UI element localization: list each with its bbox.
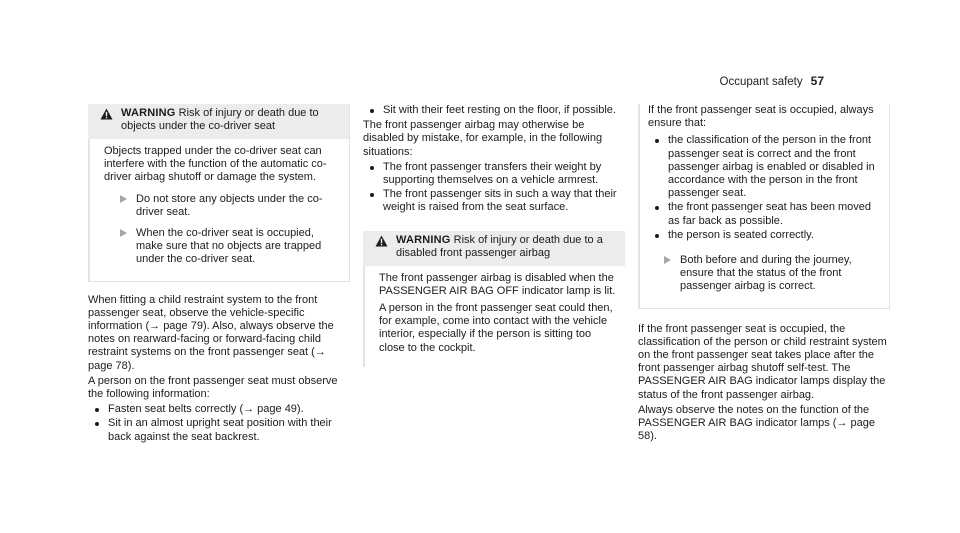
column-2: [363, 104, 625, 367]
warning-header: [363, 231, 625, 266]
warning-body: [88, 139, 349, 281]
page-number: 57: [810, 74, 824, 88]
list-item: Sit with their feet resting on the floor, if possible.: [363, 104, 625, 117]
list-item: the front passenger seat has been moved as far back as possible.: [648, 201, 881, 227]
warning-box-objects: [88, 104, 350, 282]
notice-box: [638, 104, 890, 309]
instruction-step: [104, 227, 341, 267]
list-item: the person is seated correctly.: [648, 229, 881, 242]
arrow-right-icon: [664, 256, 671, 264]
paragraph: Always observe the notes on the function of the PASSENGER AIR BAG indicator lamps (→ page 58).: [638, 403, 875, 443]
list-item: Fasten seat belts correctly (→ page 49).: [88, 403, 350, 416]
arrow-right-icon: [120, 195, 127, 203]
instruction-step: [648, 254, 881, 294]
warning-label: WARNING: [121, 107, 176, 119]
notice-intro: If the front passenger seat is occupied, always ensure that:: [648, 104, 874, 130]
warning-body: [363, 266, 625, 367]
paragraph: The front passenger airbag may otherwise be disabled by mistake, for example, in the following situations:: [363, 119, 603, 158]
warning-text: The front passenger airbag is disabled when the PASSENGER AIR BAG OFF indicator lamp is lit.: [379, 271, 616, 297]
warning-text: A person in the front passenger seat could then, for example, come into contact with the vehicle interior, especially if the person is sitting too close to the cockpit.: [379, 302, 613, 354]
step-text: When the co-driver seat is occupied, make sure that no objects are trapped under the co-driver seat.: [136, 227, 322, 266]
notice-body: [638, 104, 889, 308]
warning-header: [88, 104, 349, 139]
paragraph: A person on the front passenger seat must observe the following information:: [88, 374, 338, 401]
warning-triangle-icon: [100, 108, 113, 120]
list-item: the classification of the person in the front passenger seat is correct and the front passenger airbag is enabled or disabled in accordance with the person in the front passenger seat.: [648, 134, 881, 200]
arrow-right-icon: [120, 229, 127, 237]
bullet-list: [363, 161, 625, 215]
paragraph: When fitting a child restraint system to the front passenger seat, observe the vehicle-specific information (→ page 79). Also, always observe the notes on rearward-facing or forward-facing child restraint systems on the front passenger seat (→ page 78).: [88, 293, 334, 372]
bullet-list: [648, 134, 881, 242]
warning-text: Objects trapped under the co-driver seat can interfere with the function of the automatic co-driver airbag shutoff or damage the system.: [104, 145, 327, 184]
bullet-list: [88, 403, 350, 444]
step-text: Both before and during the journey, ensure that the status of the front passenger airbag is correct.: [680, 254, 852, 293]
warning-label: WARNING: [396, 233, 451, 246]
list-item: The front passenger transfers their weight by supporting themselves on a vehicle armrest.: [363, 161, 625, 187]
warning-title: Risk of injury or death due to objects under the co-driver seat: [121, 107, 319, 133]
warning-title: Risk of injury or death due to a disabled front passenger airbag: [396, 233, 603, 259]
list-item: The front passenger sits in such a way that their weight is raised from the seat surface.: [363, 188, 625, 214]
column-3: [638, 104, 890, 445]
section-title: Occupant safety: [719, 76, 803, 88]
bullet-list: [363, 104, 625, 117]
warning-triangle-icon: [375, 235, 388, 247]
paragraph: If the front passenger seat is occupied, the classification of the person or child restraint system on the front passenger seat takes place after the front passenger airbag shutoff self-test. The PASSENGER AIR BAG indicator lamps display the status of the front passenger airbag.: [638, 322, 887, 401]
warning-box-airbag: [363, 231, 625, 367]
running-header: [720, 74, 824, 88]
list-item: Sit in an almost upright seat position with their back against the seat backrest.: [88, 417, 350, 443]
instruction-step: [104, 193, 341, 219]
column-1: [88, 104, 350, 446]
step-text: Do not store any objects under the co-driver seat.: [136, 192, 323, 218]
